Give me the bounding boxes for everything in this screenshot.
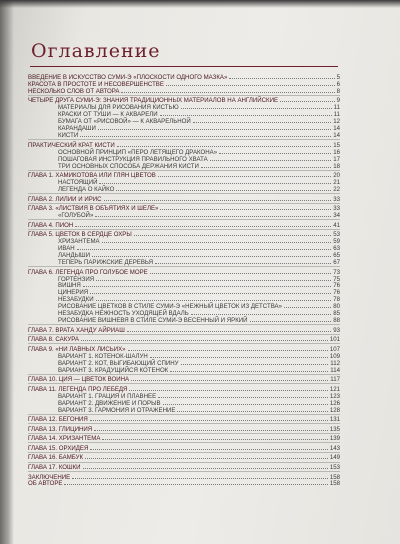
toc-dot-leader <box>201 162 331 168</box>
toc-entry[interactable] <box>28 162 340 169</box>
toc-page-number: 158 <box>329 480 340 488</box>
toc-page-number: 107 <box>329 345 340 353</box>
toc-entry[interactable] <box>28 366 340 373</box>
toc-entry[interactable] <box>28 244 340 251</box>
toc-dot-leader <box>96 295 332 301</box>
toc-dot-leader <box>280 96 335 102</box>
toc-entry-title: РИСОВАНИЕ ЦВЕТКОВ В СТИЛЕ СУМИ-Э «НЕЖНЫЙ ЦВЕТОК ИЗ ДЕТСТВА» <box>58 303 283 311</box>
toc-entry-title: НАСТОЯЩИЙ <box>58 179 98 187</box>
toc-page-number: 75 <box>333 275 340 283</box>
toc-page-number: 21 <box>333 179 340 187</box>
toc-entry-title: ИВАН <box>58 245 75 253</box>
toc-dot-leader <box>102 237 332 243</box>
toc-page-number: 14 <box>333 125 340 133</box>
toc-dot-leader <box>83 281 331 287</box>
toc-entry[interactable] <box>28 171 340 178</box>
toc-entry-title: ГЛАВА 16. БАМБУК <box>28 454 84 462</box>
toc-dot-leader <box>210 155 332 161</box>
toc-page-number: 149 <box>329 454 340 462</box>
toc-page-number: 121 <box>329 385 340 393</box>
toc-entry[interactable] <box>28 141 340 148</box>
toc-entry[interactable] <box>28 185 340 192</box>
toc-dot-leader <box>96 275 331 281</box>
toc-dot-leader <box>177 406 327 412</box>
toc-page-number: 76 <box>333 289 340 297</box>
toc-page-number: 18 <box>333 162 340 170</box>
toc-entry[interactable] <box>28 385 340 392</box>
toc-entry[interactable] <box>28 155 340 162</box>
toc-entry-title: КРАСОТА В ПРОСТОТЕ И НЕСОВЕРШЕНСТВЕ <box>28 80 164 88</box>
toc-entry-title: БУМАГА ОТ «РИСОВОЙ» — К АКВАРЕЛЬНОЙ <box>58 118 191 126</box>
toc-dot-leader <box>128 345 328 351</box>
toc-page-number: 12 <box>333 118 340 126</box>
toc-dot-leader <box>170 366 328 372</box>
toc-entry-title: ГЛАВА 14. ХРИЗАНТЕМА <box>28 435 101 443</box>
toc-entry-title: ГЛАВА 6. ЛЕГЕНДА ПРО ГОЛУБОЕ МОРЕ <box>28 268 148 276</box>
toc-entry[interactable] <box>28 211 340 218</box>
toc-entry-title: ГЛАВА 1. ХАМИКОТОВА ИЛИ ГЛЯН ЦВЕТОВ <box>28 172 156 180</box>
toc-page-number: 78 <box>333 296 340 304</box>
toc-entry-title: ОСНОВНОЙ ПРИНЦИП «ПЕРО ЛЕТЯЩЕГО ДРАКОНА» <box>58 148 218 156</box>
toc-entry[interactable] <box>28 281 340 288</box>
toc-page-number: 101 <box>329 336 340 344</box>
toc-entry[interactable] <box>28 434 340 441</box>
toc-page-number: 109 <box>329 352 340 360</box>
toc-dot-leader <box>85 453 328 459</box>
toc-dot-leader <box>99 178 331 184</box>
toc-dot-leader <box>90 288 331 294</box>
toc-entry[interactable] <box>28 444 340 451</box>
toc-dot-leader <box>75 221 331 227</box>
toc-entry-title: ГЛАВА 15. ОРХИДЕЯ <box>28 444 89 452</box>
toc-dot-leader <box>160 204 331 210</box>
toc-dot-leader <box>250 316 332 322</box>
toc-entry-title: ГЛАВА 13. ГЛИЦИНИЯ <box>28 425 93 433</box>
toc-entry[interactable] <box>28 96 340 103</box>
toc-dot-leader <box>193 117 331 123</box>
toc-entry[interactable] <box>28 230 340 237</box>
toc-entry-title: ОБ АВТОРЕ <box>28 480 63 488</box>
toc-entry[interactable] <box>28 221 340 228</box>
toc-dot-leader <box>131 375 328 381</box>
toc-page-number: 53 <box>333 231 340 239</box>
toc-dot-leader <box>166 80 335 86</box>
toc-entry[interactable] <box>28 80 340 87</box>
book-spine-shadow <box>0 0 14 544</box>
toc-entry-title: ВАРИАНТ 1. КОТЕНОК-ШАЛУН <box>58 352 148 360</box>
toc-dot-leader <box>127 326 331 332</box>
toc-page-number: 33 <box>333 205 340 213</box>
toc-entry-title: ТЕПЕРЬ ПАРИЖСКИЕ ДЕРЕВЬЯ <box>58 259 154 266</box>
toc-page-number: 126 <box>329 399 340 407</box>
toc-page-number: 33 <box>333 195 340 203</box>
toc-dot-leader <box>134 230 331 236</box>
toc-dot-leader <box>90 444 327 450</box>
toc-entry[interactable] <box>28 124 340 131</box>
toc-entry[interactable] <box>28 148 340 155</box>
toc-entry[interactable] <box>28 251 340 258</box>
toc-entry[interactable] <box>28 359 340 366</box>
toc-dot-leader <box>92 251 331 257</box>
toc-entry-title: МАТЕРИАЛЫ ДЛЯ РИСОВАНИЯ КИСТЬЮ <box>58 104 179 112</box>
toc-entry[interactable] <box>28 345 340 352</box>
toc-page-number: 6 <box>336 80 340 88</box>
toc-entry-title: ЧЕТЫРЕ ДРУГА СУМИ-Э: ЗНАНИЯ ТРАДИЦИОННЫХ МАТЕРИАЛОВ НА АНГЛИЙСКИЕ <box>28 97 279 105</box>
toc-page-number: 123 <box>329 392 340 400</box>
toc-entry-title: ГЛАВА 12. БЕГОНИЯ <box>28 416 88 424</box>
toc-dot-leader <box>219 148 331 154</box>
toc-entry[interactable] <box>28 275 340 282</box>
toc-page-number: 65 <box>333 252 340 260</box>
toc-page-number: 22 <box>333 186 340 194</box>
toc-entry-title: КАРАНДАШИ <box>58 125 96 133</box>
toc-dot-leader <box>150 268 331 274</box>
toc-entry[interactable] <box>28 479 340 486</box>
toc-entry-title: ЦИНЕРИЯ <box>58 289 89 297</box>
toc-entry-title: ВВЕДЕНИЕ В ИСКУССТВО СУМИ-Э «ПЛОСКОСТИ ОДНОГО МАЗКА» <box>28 74 228 81</box>
toc-entry[interactable] <box>28 309 340 316</box>
toc-entry-title: ЛАНДЫШИ <box>58 252 90 260</box>
toc-entry[interactable] <box>28 326 340 333</box>
toc-dot-leader <box>102 434 327 440</box>
toc-dot-leader <box>81 335 328 341</box>
toc-dot-leader <box>129 385 327 391</box>
toc-page-number: 34 <box>333 212 340 220</box>
title-underline <box>30 66 338 67</box>
toc-entry-title: ГЛАВА 8. САКУРА <box>28 336 79 344</box>
toc-page-number: 93 <box>333 326 340 334</box>
toc-entry-title: ГЛАВА 3. «ЛИСТВИЯ В ОБЪЯТИЯХ И ШЕЛЕ» <box>28 205 159 213</box>
toc-page-number: 128 <box>329 406 340 414</box>
toc-dot-leader <box>90 415 328 421</box>
toc-page-number: 67 <box>333 259 340 266</box>
toc-page-number: 117 <box>330 376 340 384</box>
toc-entry-title: КРАСКИ ОТ ТУШИ — К АКВАРЕЛИ <box>58 111 158 119</box>
toc-page-number: 15 <box>333 141 340 149</box>
toc-entry-title: ТРИ ОСНОВНЫХ СПОСОБА ДЕРЖАНИЯ КИСТИ <box>58 162 199 170</box>
toc-entry[interactable] <box>28 335 340 342</box>
toc-entry[interactable] <box>28 117 340 124</box>
toc-entry-title: ВАРИАНТ 2. КОТ, ВЫГИБАЮЩИЙ СПИНУ <box>58 359 179 367</box>
toc-entry[interactable] <box>28 288 340 295</box>
toc-page-number: 135 <box>329 425 340 433</box>
toc-page-number: 20 <box>333 172 340 180</box>
toc-dot-leader <box>181 359 329 365</box>
toc-dot-leader <box>72 473 328 479</box>
toc-page-number: 59 <box>333 238 340 246</box>
toc-page-number: 153 <box>329 463 340 471</box>
toc-entry-title: НЕСКОЛЬКО СЛОВ ОТ АВТОРА <box>28 87 120 95</box>
toc-dot-leader <box>163 399 328 405</box>
toc-dot-leader <box>284 302 331 308</box>
toc-entry[interactable] <box>28 103 340 110</box>
toc-dot-leader <box>150 352 328 358</box>
toc-entry[interactable] <box>28 178 340 185</box>
top-edge-shadow <box>0 0 400 8</box>
toc-page-number: 9 <box>336 97 340 105</box>
toc-entry[interactable] <box>28 415 340 422</box>
toc-entry-title: ПРАКТИЧЕСКИЙ КРАТ КИСТИ <box>28 141 115 149</box>
toc-entry-title: ГЛАВА 2. ЛИЛИИ И ИРИС <box>28 195 102 203</box>
toc-dot-leader <box>160 110 332 116</box>
toc-page-number: 41 <box>333 221 340 229</box>
toc-entry-title: ВАРИАНТ 1. ГРАЦИЯ И ПЛАВНЕЕ <box>58 392 157 400</box>
toc-entry-title: «ГОЛУБОЙ» <box>58 212 94 220</box>
toc-entry-title: ГЛАВА 7. ВРАТА ХАНДУ АЙРИАШ <box>28 326 125 334</box>
toc-page-number: 139 <box>329 435 340 443</box>
toc-dot-leader <box>121 87 334 93</box>
toc-entry[interactable] <box>28 316 340 323</box>
toc-page-number: 17 <box>333 155 340 163</box>
toc-entry-title: ГЛАВА 10. ЦИЯ — ЦВЕТОК ВОИНА <box>28 376 130 384</box>
toc-entry[interactable] <box>28 87 340 94</box>
toc-dot-leader <box>80 131 331 137</box>
toc-entry-title: КИСТИ <box>58 132 79 140</box>
page-title: Оглавление <box>31 40 161 62</box>
toc-page-number: 5 <box>336 74 340 81</box>
toc-entry[interactable] <box>28 473 340 480</box>
toc-page-number: 143 <box>329 444 340 452</box>
toc-entry[interactable] <box>28 295 340 302</box>
toc-page-number: 8 <box>336 87 340 95</box>
toc-entry[interactable] <box>28 258 340 265</box>
toc-dot-leader <box>77 244 332 250</box>
toc-dot-leader <box>95 211 331 217</box>
toc-dot-leader <box>94 425 328 431</box>
toc-page-number: 16 <box>333 148 340 156</box>
toc-page-number: 76 <box>333 282 340 290</box>
toc-entry-title: РИСОВАНИЕ ВИШНЕВЯ В СТИЛЕ СУМИ-Э ВЕСЕННЫЙ И ЯРКИЙ <box>58 317 248 325</box>
toc-entry[interactable] <box>28 131 340 138</box>
toc-entry-title: ВАРИАНТ 3. ГАРМОНИЯ И ОТРАЖЕНИЕ <box>58 406 176 414</box>
toc-page-number: 112 <box>330 359 340 367</box>
toc-entry[interactable] <box>28 392 340 399</box>
toc-entry-title: ВАРИАНТ 3. КРАДУЩИЙСЯ КОТЕНОК <box>58 366 169 374</box>
toc-dot-leader <box>158 171 331 177</box>
toc-entry-title: ГОРТЕНЗИЯ <box>58 275 95 283</box>
toc-entry-title: ПОШАГОВАЯ ИНСТРУКЦИЯ ПРАВИЛЬНОГО ХВАТА <box>58 155 208 163</box>
toc-dot-leader <box>191 309 331 315</box>
toc-entry-title: НЕЗАБУДКА НЕЖНОСТЬ УХОДЯЩЕЙ ВДАЛЬ <box>58 310 189 318</box>
toc-page-number: 88 <box>333 317 340 325</box>
toc-dot-leader <box>104 195 332 201</box>
toc-entry-title: ХРИЗАНТЕМА <box>58 238 100 246</box>
toc-entry-title: ГЛАВА 4. ПИОН <box>28 221 74 229</box>
toc-entry[interactable] <box>28 406 340 413</box>
toc-dot-leader <box>83 463 328 469</box>
toc-page-number: 131 <box>329 416 340 424</box>
toc-page-number: 73 <box>333 268 340 276</box>
toc-entry[interactable] <box>28 463 340 470</box>
toc-page-number: 114 <box>330 366 340 374</box>
toc-entry[interactable] <box>28 268 340 275</box>
toc-entry[interactable] <box>28 302 340 309</box>
toc-entry-title: ГЛАВА 17. КОШКИ <box>28 463 81 471</box>
toc-page-number: 63 <box>333 245 340 253</box>
toc-entry[interactable] <box>28 375 340 382</box>
toc-entry-title: ГЛАВА 11. ЛЕГЕНДА ПРО ЛЕБЕДЯ <box>28 385 128 393</box>
toc-page-number: 80 <box>333 303 340 311</box>
toc-dot-leader <box>64 479 327 485</box>
toc-entry-title: ЛЕГЕНДА О КАЙКО <box>58 186 115 194</box>
toc-page-number: 158 <box>329 473 340 481</box>
toc-dot-leader <box>229 73 334 79</box>
toc-dot-leader <box>116 185 331 191</box>
toc-entry-title: ГЛАВА 9. «НИ ЛАВНЫХ ЛИСЬИХ» <box>28 345 126 353</box>
toc-page-number: 14 <box>333 132 340 140</box>
toc-entry[interactable] <box>28 399 340 406</box>
toc-entry[interactable] <box>28 453 340 460</box>
toc-entry-title: ГЛАВА 5. ЦВЕТОК В СЕРДЦЕ ОХРЫ <box>28 231 132 239</box>
toc-entry-title: ЗАКЛЮЧЕНИЕ <box>28 473 71 481</box>
toc-dot-leader <box>181 103 332 109</box>
toc-entry-title: НЕЗАБУДКИ <box>58 296 94 304</box>
toc-dot-leader <box>155 258 331 264</box>
toc-entry[interactable] <box>28 425 340 432</box>
toc-entry[interactable] <box>28 237 340 244</box>
toc-entry[interactable] <box>28 73 340 80</box>
toc-page-number: 11 <box>333 111 340 119</box>
toc-dot-leader <box>158 392 328 398</box>
toc-entry-title: ВАРИАНТ 2. ДВИЖЕНИЕ И ПОРЫВ <box>58 399 161 407</box>
toc-entry[interactable] <box>28 204 340 211</box>
toc-entry[interactable] <box>28 195 340 202</box>
toc-entry[interactable] <box>28 110 340 117</box>
toc-dot-leader <box>117 141 331 147</box>
toc-page-number: 85 <box>333 310 340 318</box>
toc-dot-leader <box>98 124 331 130</box>
toc-entry[interactable] <box>28 352 340 359</box>
toc-entry-title: ВИШНЯ <box>58 282 81 290</box>
toc-page-number: 11 <box>333 104 340 112</box>
